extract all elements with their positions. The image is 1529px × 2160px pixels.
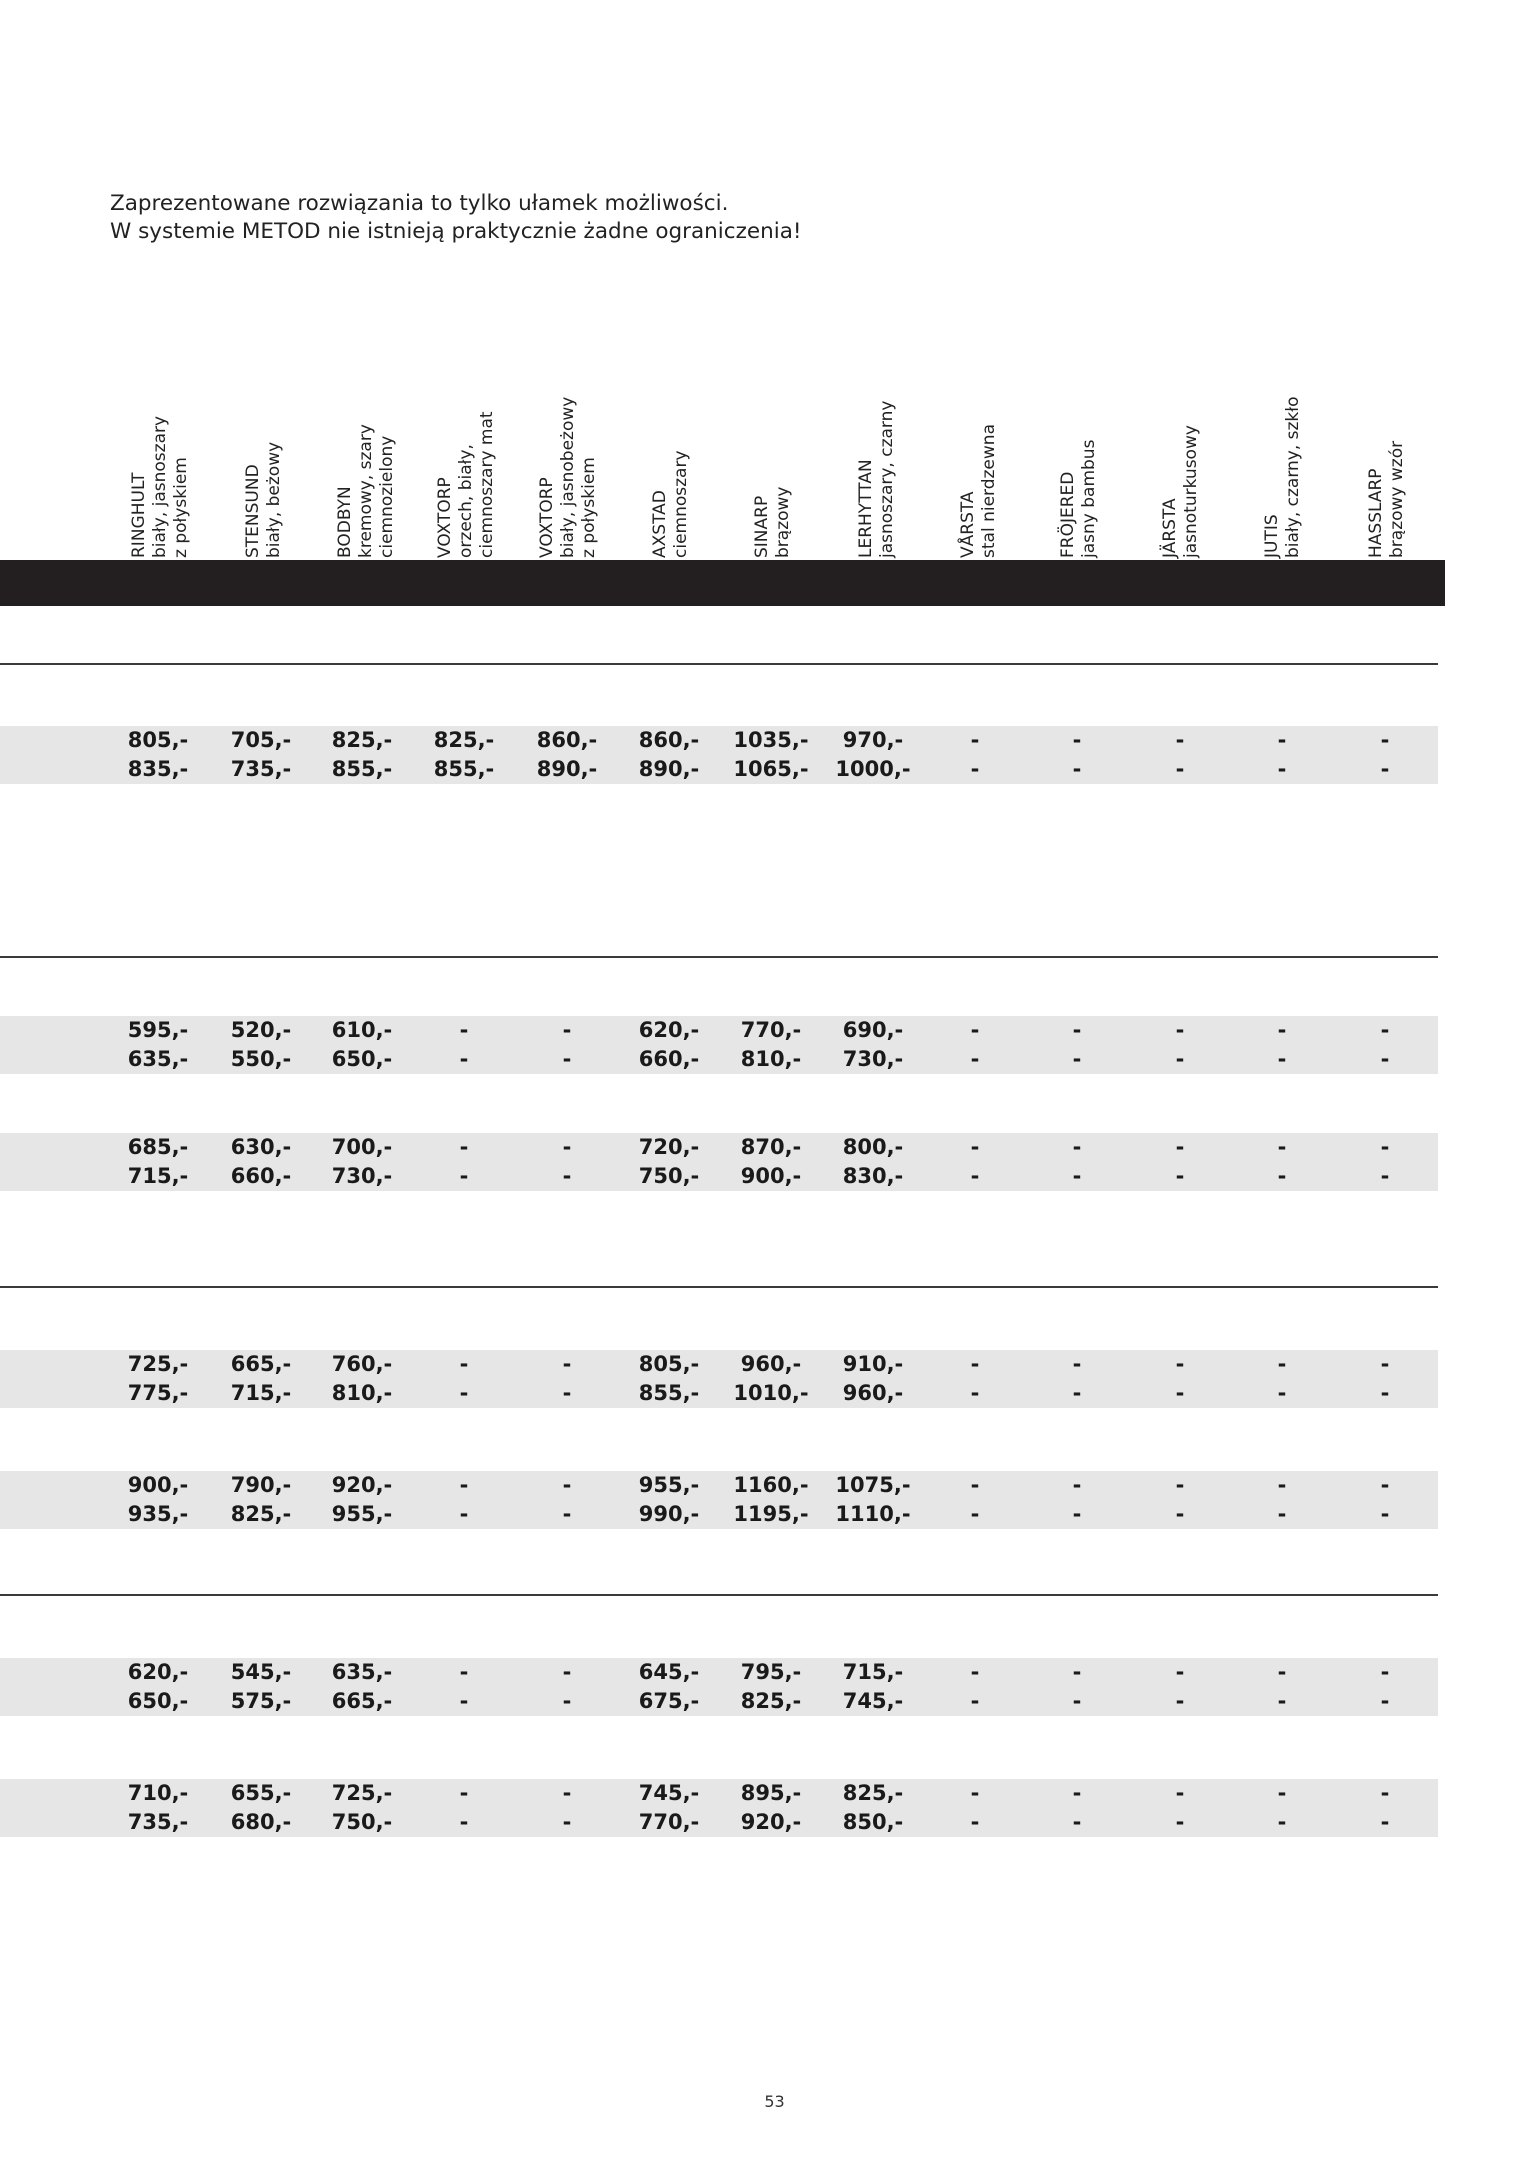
column-header [435, 411, 498, 558]
price-cell: - [1175, 1381, 1185, 1405]
price-cell: - [1072, 1689, 1082, 1713]
price-cell: - [1380, 1352, 1390, 1376]
table-row [0, 1133, 1438, 1162]
column-headers [0, 390, 1529, 558]
column-header-detail: jasnoturkusowy [1181, 425, 1201, 558]
price-cell: - [1072, 728, 1082, 752]
column-header-detail: jasny bambus [1079, 439, 1099, 558]
price-cell: - [1277, 1781, 1287, 1805]
price-cell: - [1380, 1381, 1390, 1405]
column-header-detail: biały, jasnoszary [150, 415, 170, 558]
column-header-name: HASSLARP [1366, 468, 1386, 558]
price-cell: 1035,- [733, 728, 809, 752]
price-cell: 900,- [127, 1473, 189, 1497]
price-cell: 890,- [638, 757, 700, 781]
price-cell: 895,- [740, 1781, 802, 1805]
table-row [0, 726, 1438, 755]
price-cell: - [1175, 1164, 1185, 1188]
price-cell: 675,- [638, 1689, 700, 1713]
price-cell: 1065,- [733, 757, 809, 781]
price-cell: 860,- [638, 728, 700, 752]
price-cell: 595,- [127, 1018, 189, 1042]
column-header [650, 450, 692, 558]
price-cell: 760,- [331, 1352, 393, 1376]
price-cell: - [1277, 1164, 1287, 1188]
price-cell: 830,- [842, 1164, 904, 1188]
table-row [0, 1016, 1438, 1045]
price-cell: 645,- [638, 1660, 700, 1684]
price-cell: 730,- [331, 1164, 393, 1188]
price-cell: - [562, 1473, 572, 1497]
price-cell: - [970, 1018, 980, 1042]
price-cell: - [562, 1381, 572, 1405]
price-cell: 805,- [127, 728, 189, 752]
intro-line-2: W systemie METOD nie istnieją praktycznie żadne ograniczenia! [110, 219, 802, 244]
price-cell: - [562, 1781, 572, 1805]
price-cell: - [1277, 1135, 1287, 1159]
price-cell: 920,- [740, 1810, 802, 1834]
price-cell: 775,- [127, 1381, 189, 1405]
table-row [0, 1687, 1438, 1716]
price-cell: 770,- [740, 1018, 802, 1042]
price-cell: 705,- [230, 728, 292, 752]
intro-line-1: Zaprezentowane rozwiązania to tylko ułamek możliwości. [110, 191, 729, 216]
price-cell: 1000,- [835, 757, 911, 781]
price-cell: - [1072, 1502, 1082, 1526]
price-cell: 650,- [331, 1047, 393, 1071]
price-cell: - [1175, 1135, 1185, 1159]
price-cell: - [1072, 1164, 1082, 1188]
price-cell: - [562, 1502, 572, 1526]
price-cell: - [459, 1810, 469, 1834]
price-cell: 620,- [127, 1660, 189, 1684]
price-cell: - [1277, 757, 1287, 781]
price-cell: - [1072, 757, 1082, 781]
price-cell: - [459, 1660, 469, 1684]
price-cell: 745,- [842, 1689, 904, 1713]
price-cell: - [1072, 1352, 1082, 1376]
price-cell: 900,- [740, 1164, 802, 1188]
price-cell: 630,- [230, 1135, 292, 1159]
price-cell: - [1072, 1047, 1082, 1071]
price-cell: 725,- [127, 1352, 189, 1376]
price-cell: 860,- [536, 728, 598, 752]
price-cell: 650,- [127, 1689, 189, 1713]
column-header [1262, 396, 1304, 558]
price-cell: - [1277, 1018, 1287, 1042]
price-cell: 655,- [230, 1781, 292, 1805]
price-cell: 1110,- [835, 1502, 911, 1526]
price-cell: - [459, 1135, 469, 1159]
price-cell: 910,- [842, 1352, 904, 1376]
price-cell: 825,- [433, 728, 495, 752]
price-cell: - [562, 1047, 572, 1071]
price-cell: 635,- [331, 1660, 393, 1684]
column-header-detail: z połyskiem [171, 457, 191, 558]
column-header-name: LERHYTTAN [856, 459, 876, 558]
price-cell: - [970, 1381, 980, 1405]
price-cell: - [562, 1660, 572, 1684]
price-cell: - [970, 1047, 980, 1071]
price-cell: - [459, 1164, 469, 1188]
price-cell: 825,- [740, 1689, 802, 1713]
section-divider [0, 956, 1438, 958]
price-cell: 735,- [127, 1810, 189, 1834]
price-cell: - [562, 1164, 572, 1188]
column-header [1160, 425, 1202, 558]
price-cell: 685,- [127, 1135, 189, 1159]
price-cell: 855,- [331, 757, 393, 781]
price-cell: - [1380, 1810, 1390, 1834]
column-header-name: VOXTORP [435, 477, 455, 558]
price-cell: - [970, 1810, 980, 1834]
price-cell: - [1277, 1689, 1287, 1713]
price-cell: 660,- [230, 1164, 292, 1188]
price-cell: - [1380, 1047, 1390, 1071]
column-header [243, 442, 285, 558]
price-cell: - [459, 1502, 469, 1526]
price-cell: - [1380, 1473, 1390, 1497]
price-cell: 715,- [842, 1660, 904, 1684]
price-cell: - [1277, 1047, 1287, 1071]
column-header [1058, 440, 1100, 558]
price-cell: - [970, 1473, 980, 1497]
price-cell: - [459, 1781, 469, 1805]
price-cell: 750,- [638, 1164, 700, 1188]
price-cell: - [1175, 728, 1185, 752]
price-cell: - [1380, 1164, 1390, 1188]
price-cell: 715,- [230, 1381, 292, 1405]
column-header-name: JUTIS [1262, 514, 1282, 558]
column-header-name: STENSUND [243, 464, 263, 558]
section-divider [0, 1286, 1438, 1288]
column-header-detail: brązowy [773, 486, 793, 558]
price-cell: 960,- [740, 1352, 802, 1376]
price-cell: - [1175, 1781, 1185, 1805]
column-header-name: AXSTAD [650, 490, 670, 558]
price-cell: - [970, 1689, 980, 1713]
price-cell: 725,- [331, 1781, 393, 1805]
column-header-detail: orzech, biały, [456, 444, 476, 558]
table-row [0, 1808, 1438, 1837]
column-header-detail: ciemnozielony [377, 435, 397, 558]
table-header-bar [0, 560, 1445, 606]
price-cell: 730,- [842, 1047, 904, 1071]
price-cell: 955,- [331, 1502, 393, 1526]
price-cell: - [1175, 1810, 1185, 1834]
column-header [335, 424, 398, 558]
price-cell: 1075,- [835, 1473, 911, 1497]
section-divider [0, 663, 1438, 665]
price-cell: - [970, 1164, 980, 1188]
price-cell: - [1277, 1502, 1287, 1526]
column-header [537, 397, 600, 558]
table-row [0, 1471, 1438, 1500]
price-cell: - [1380, 1135, 1390, 1159]
price-cell: 825,- [331, 728, 393, 752]
price-cell: - [970, 1660, 980, 1684]
column-header-detail: jasnoszary, czarny [877, 400, 897, 558]
price-cell: 710,- [127, 1781, 189, 1805]
price-cell: - [459, 1018, 469, 1042]
table-row [0, 1658, 1438, 1687]
section-divider [0, 1594, 1438, 1596]
price-cell: - [1380, 1018, 1390, 1042]
column-header-detail: biały, jasnobeżowy [558, 396, 578, 558]
column-header-detail: ciemnoszary [671, 450, 691, 558]
column-header-detail: ciemnoszary mat [477, 411, 497, 558]
price-cell: - [1175, 1689, 1185, 1713]
price-cell: - [459, 1352, 469, 1376]
column-header [856, 401, 898, 558]
price-cell: 665,- [230, 1352, 292, 1376]
intro-text [110, 190, 802, 246]
price-cell: - [1380, 1660, 1390, 1684]
column-header-name: SINARP [752, 495, 772, 558]
price-cell: - [1277, 728, 1287, 752]
price-cell: 855,- [638, 1381, 700, 1405]
table-row [0, 1500, 1438, 1529]
price-cell: 870,- [740, 1135, 802, 1159]
price-cell: - [1277, 1660, 1287, 1684]
column-header-name: FRÖJERED [1058, 471, 1078, 558]
price-cell: - [1175, 757, 1185, 781]
page-number: 53 [764, 2092, 785, 2111]
price-cell: 810,- [331, 1381, 393, 1405]
price-cell: - [1277, 1352, 1287, 1376]
price-cell: - [970, 1502, 980, 1526]
price-cell: 855,- [433, 757, 495, 781]
table-row [0, 1350, 1438, 1379]
price-cell: 715,- [127, 1164, 189, 1188]
price-cell: 1195,- [733, 1502, 809, 1526]
price-cell: - [1072, 1381, 1082, 1405]
price-cell: 935,- [127, 1502, 189, 1526]
price-cell: - [459, 1473, 469, 1497]
price-cell: - [1072, 1018, 1082, 1042]
price-cell: - [1277, 1810, 1287, 1834]
price-cell: - [1175, 1502, 1185, 1526]
price-cell: - [562, 1018, 572, 1042]
price-cell: 750,- [331, 1810, 393, 1834]
price-cell: - [562, 1689, 572, 1713]
price-cell: - [1072, 1135, 1082, 1159]
price-cell: - [1380, 1689, 1390, 1713]
table-row [0, 1379, 1438, 1408]
table-row [0, 755, 1438, 784]
price-cell: - [1277, 1381, 1287, 1405]
price-cell: - [1175, 1660, 1185, 1684]
price-cell: - [1175, 1352, 1185, 1376]
price-cell: 735,- [230, 757, 292, 781]
price-cell: - [1175, 1018, 1185, 1042]
price-cell: 795,- [740, 1660, 802, 1684]
price-cell: - [1277, 1473, 1287, 1497]
price-cell: - [562, 1352, 572, 1376]
price-cell: 790,- [230, 1473, 292, 1497]
price-cell: 990,- [638, 1502, 700, 1526]
price-cell: - [1380, 728, 1390, 752]
price-cell: 825,- [230, 1502, 292, 1526]
price-cell: 665,- [331, 1689, 393, 1713]
price-cell: - [1380, 1781, 1390, 1805]
price-cell: 770,- [638, 1810, 700, 1834]
column-header-detail: kremowy, szary [356, 424, 376, 558]
price-cell: 620,- [638, 1018, 700, 1042]
price-cell: 575,- [230, 1689, 292, 1713]
price-cell: - [1175, 1473, 1185, 1497]
price-cell: - [970, 1135, 980, 1159]
price-cell: 700,- [331, 1135, 393, 1159]
table-row [0, 1779, 1438, 1808]
price-cell: - [970, 728, 980, 752]
column-header-name: VOXTORP [537, 477, 557, 558]
price-cell: 745,- [638, 1781, 700, 1805]
price-cell: 960,- [842, 1381, 904, 1405]
price-cell: - [562, 1135, 572, 1159]
price-cell: 545,- [230, 1660, 292, 1684]
price-cell: - [459, 1047, 469, 1071]
column-header-detail: biały, czarny, szkło [1283, 396, 1303, 558]
column-header-detail: brązowy wzór [1387, 440, 1407, 558]
price-cell: 520,- [230, 1018, 292, 1042]
column-header-detail: biały, beżowy [264, 441, 284, 558]
price-cell: 920,- [331, 1473, 393, 1497]
price-cell: 850,- [842, 1810, 904, 1834]
price-cell: - [1072, 1660, 1082, 1684]
column-header-name: JÄRSTA [1160, 498, 1180, 558]
price-cell: 805,- [638, 1352, 700, 1376]
price-cell: 835,- [127, 757, 189, 781]
price-cell: 660,- [638, 1047, 700, 1071]
price-cell: - [1380, 757, 1390, 781]
price-cell: 955,- [638, 1473, 700, 1497]
price-cell: - [459, 1381, 469, 1405]
price-cell: 680,- [230, 1810, 292, 1834]
column-header [752, 487, 794, 559]
price-cell: 635,- [127, 1047, 189, 1071]
column-header [1366, 441, 1408, 558]
price-cell: 1160,- [733, 1473, 809, 1497]
price-cell: - [1072, 1781, 1082, 1805]
column-header-name: VÅRSTA [958, 491, 978, 558]
price-cell: - [562, 1810, 572, 1834]
price-cell: 610,- [331, 1018, 393, 1042]
column-header [129, 416, 192, 558]
table-row [0, 1162, 1438, 1191]
column-header-detail: stal nierdzewna [979, 424, 999, 558]
price-cell: 690,- [842, 1018, 904, 1042]
column-header-name: BODBYN [335, 486, 355, 558]
price-cell: 825,- [842, 1781, 904, 1805]
price-cell: - [1072, 1473, 1082, 1497]
price-cell: - [1380, 1502, 1390, 1526]
price-cell: 890,- [536, 757, 598, 781]
column-header-name: RINGHULT [129, 472, 149, 558]
price-cell: - [1072, 1810, 1082, 1834]
price-cell: 720,- [638, 1135, 700, 1159]
price-cell: 810,- [740, 1047, 802, 1071]
column-header [958, 424, 1000, 558]
price-cell: - [970, 1352, 980, 1376]
price-cell: - [1175, 1047, 1185, 1071]
price-cell: 800,- [842, 1135, 904, 1159]
price-cell: 970,- [842, 728, 904, 752]
price-cell: 1010,- [733, 1381, 809, 1405]
price-cell: - [459, 1689, 469, 1713]
price-cell: - [970, 1781, 980, 1805]
column-header-detail: z połyskiem [579, 457, 599, 558]
table-row [0, 1045, 1438, 1074]
price-cell: - [970, 757, 980, 781]
price-cell: 550,- [230, 1047, 292, 1071]
